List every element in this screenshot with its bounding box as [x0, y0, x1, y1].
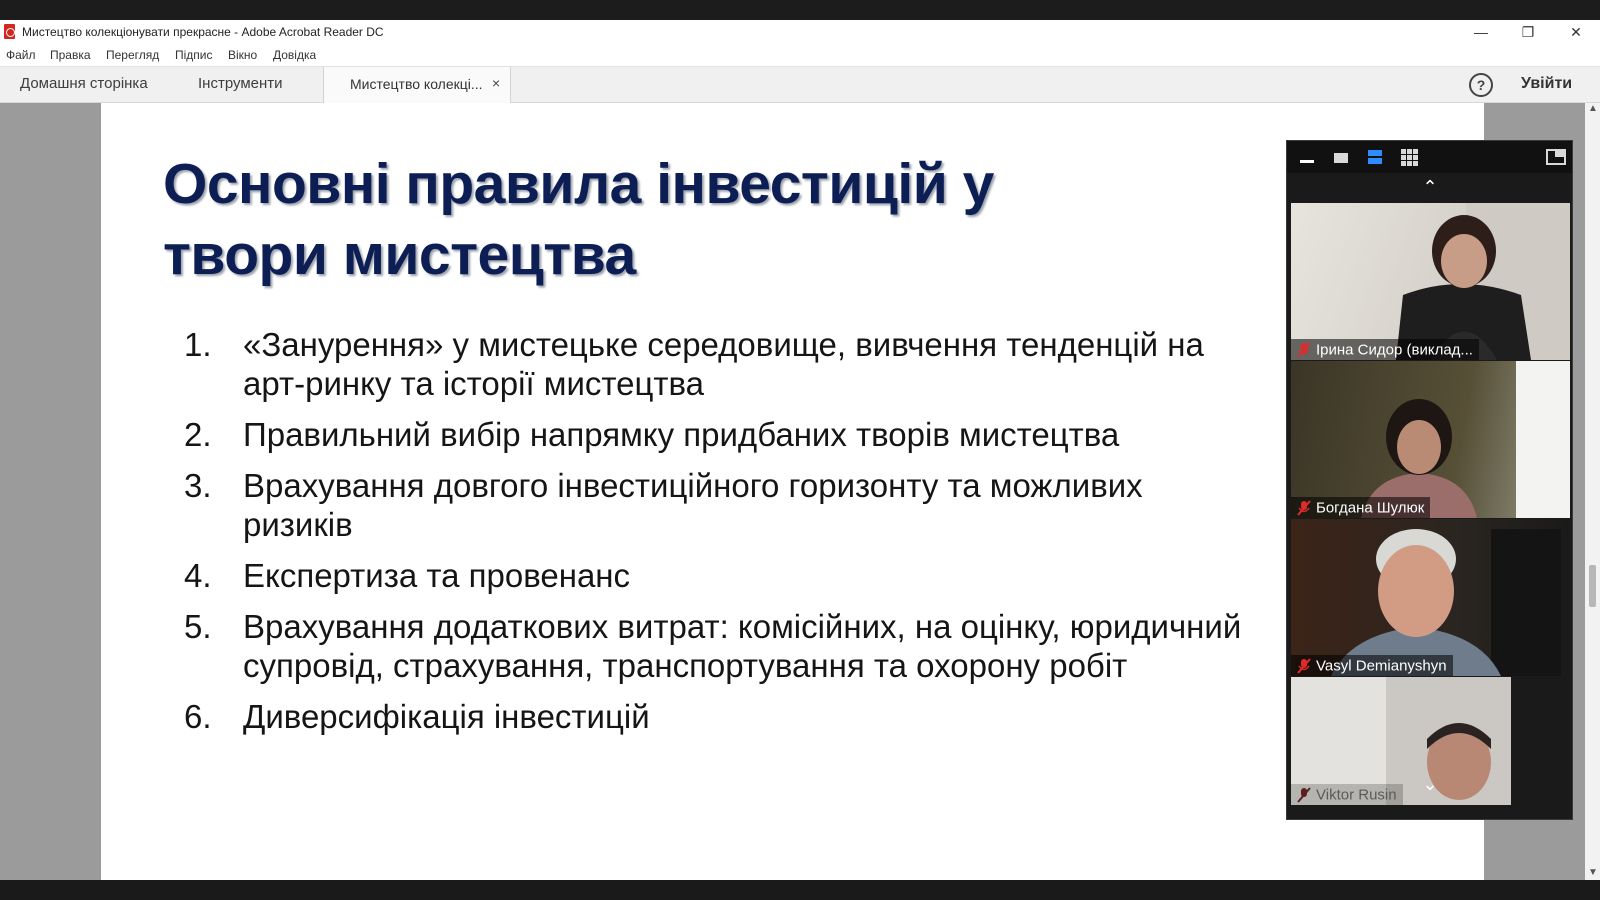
list-item-text-continued: ризиків — [243, 506, 353, 543]
scroll-up-participants-icon[interactable]: ⌃ — [1422, 177, 1438, 197]
tab-tools[interactable]: Інструменти — [198, 75, 283, 92]
scroll-down-participants-icon[interactable]: ⌄ — [1422, 774, 1438, 794]
participant-video-image — [1291, 519, 1570, 676]
scrollbar-thumb[interactable] — [1589, 565, 1596, 607]
list-item-text: Врахування додаткових витрат: комісійних, на оцінку, юридичний — [243, 608, 1242, 645]
list-item-text: «Занурення» у мистецьке середовище, вивчення тенденцій на — [243, 326, 1204, 363]
participant-name-label: Богдана Шулюк — [1291, 497, 1430, 518]
list-item-text: Врахування довгого інвестиційного горизонту та можливих — [243, 467, 1143, 504]
screen-top-bar — [0, 0, 1600, 20]
tab-bar — [0, 67, 1600, 103]
menu-edit[interactable]: Правка — [50, 48, 91, 62]
minimize-button[interactable]: — — [1474, 24, 1488, 40]
meeting-video-panel — [1286, 140, 1573, 820]
tab-document-label: Мистецтво колекці... — [350, 76, 483, 92]
participant-video-tile[interactable] — [1291, 519, 1570, 676]
muted-mic-icon — [1297, 658, 1311, 674]
acrobat-app-icon — [4, 24, 15, 39]
tab-document[interactable] — [323, 67, 511, 103]
slide-title-line-2: твори мистецтва — [163, 223, 636, 287]
window-titlebar — [0, 20, 1600, 44]
muted-mic-icon — [1297, 787, 1311, 803]
list-item-number: 5. — [184, 608, 212, 645]
exit-panel-icon[interactable] — [1546, 149, 1566, 165]
window-title: Мистецтво колекціонувати прекрасне - Adobe Acrobat Reader DC — [22, 25, 384, 39]
menu-bar — [0, 44, 1600, 67]
list-item-text: Диверсифікація інвестицій — [243, 698, 650, 735]
menu-window[interactable]: Вікно — [228, 48, 258, 62]
slide-title-line-1: Основні правила інвестицій у — [163, 152, 994, 216]
close-window-button[interactable]: ✕ — [1570, 24, 1582, 40]
list-item-number: 4. — [184, 557, 212, 594]
help-icon[interactable]: ? — [1469, 73, 1493, 97]
strip-view-icon[interactable] — [1367, 149, 1383, 165]
maximize-button[interactable]: ❐ — [1521, 24, 1535, 40]
participant-name-label: Ірина Сидор (виклад... — [1291, 339, 1479, 360]
participant-video-image — [1291, 203, 1570, 360]
vertical-scrollbar[interactable] — [1585, 103, 1600, 880]
gallery-view-icon[interactable] — [1401, 149, 1419, 167]
list-item-text-continued: супровід, страхування, транспортування та охорону робіт — [243, 647, 1128, 684]
muted-mic-icon — [1297, 342, 1311, 358]
slide-title — [163, 149, 994, 291]
participant-name-label: Viktor Rusin — [1291, 784, 1403, 805]
list-item-number: 1. — [184, 326, 212, 363]
menu-help[interactable]: Довідка — [273, 48, 317, 62]
close-tab-icon[interactable]: × — [492, 75, 501, 91]
participant-video-image — [1291, 361, 1570, 518]
menu-file[interactable]: Файл — [6, 48, 36, 62]
video-panel-toolbar — [1287, 141, 1572, 173]
tab-home[interactable]: Домашня сторінка — [20, 75, 148, 92]
list-item-number: 2. — [184, 416, 212, 453]
screen-bottom-bar — [0, 880, 1600, 900]
participant-video-tile[interactable] — [1291, 361, 1570, 518]
list-item-text: Експертиза та провенанс — [243, 557, 631, 594]
scroll-up-arrow-icon[interactable]: ▲ — [1588, 103, 1598, 114]
sign-in-button[interactable]: Увійти — [1521, 75, 1573, 92]
participant-name-label: Vasyl Demianyshyn — [1291, 655, 1453, 676]
menu-sign[interactable]: Підпис — [175, 48, 213, 62]
scroll-down-arrow-icon[interactable]: ▼ — [1588, 867, 1598, 878]
menu-view[interactable]: Перегляд — [106, 48, 160, 62]
pdf-page — [101, 103, 1484, 880]
minimize-video-icon[interactable] — [1299, 149, 1315, 165]
list-item-number: 6. — [184, 698, 212, 735]
list-item-number: 3. — [184, 467, 212, 504]
participant-video-tile[interactable] — [1291, 203, 1570, 360]
list-item-text: Правильний вибір напрямку придбаних творів мистецтва — [243, 416, 1120, 453]
speaker-view-icon[interactable] — [1333, 149, 1349, 165]
muted-mic-icon — [1297, 500, 1311, 516]
list-item-text-continued: арт-ринку та історії мистецтва — [243, 365, 705, 402]
